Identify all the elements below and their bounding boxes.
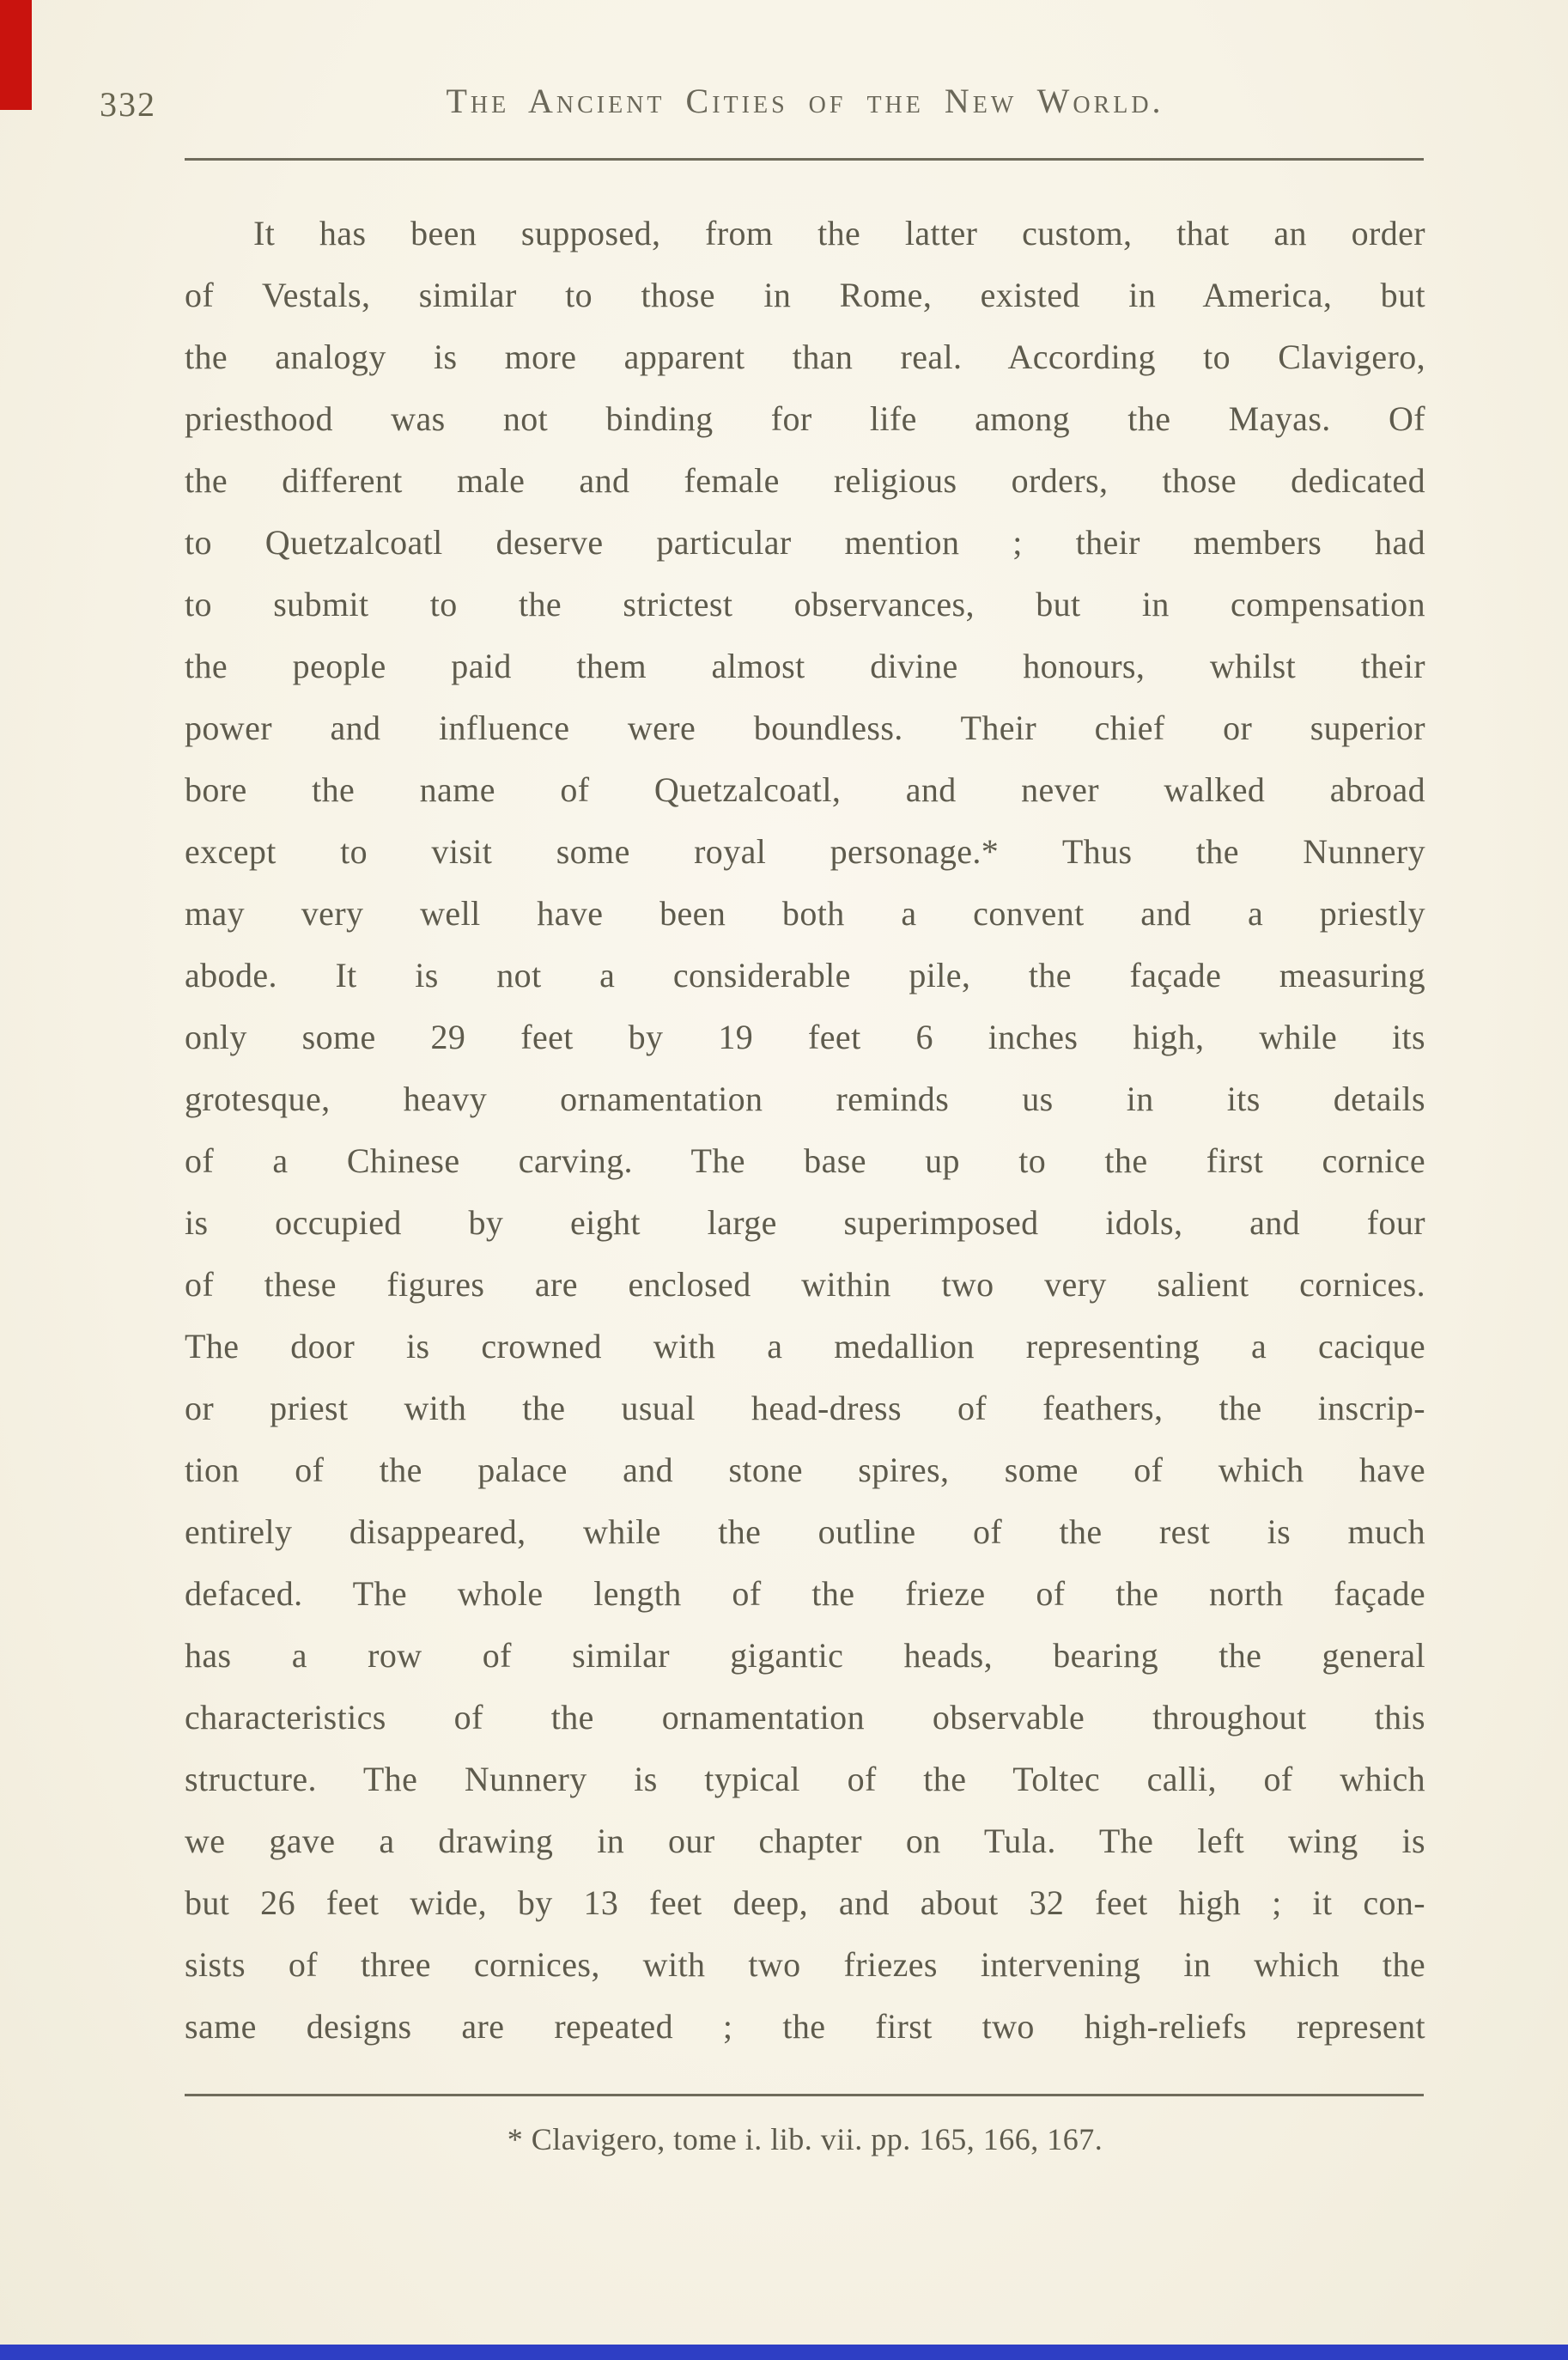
- footnote: * Clavigero, tome i. lib. vii. pp. 165, 166, 167.: [507, 2122, 1103, 2156]
- body-line: bore the name of Quetzalcoatl, and never walked abroad: [185, 770, 1425, 809]
- running-header-title: The Ancient Cities of the New World.: [446, 82, 1164, 120]
- body-line: we gave a drawing in our chapter on Tula. The left wing is: [185, 1822, 1425, 1860]
- body-line: structure. The Nunnery is typical of the Toltec calli, of which: [185, 1760, 1425, 1798]
- body-line: The door is crowned with a medallion representing a cacique: [185, 1327, 1425, 1366]
- scan-edge-blue-stripe: [0, 2345, 1568, 2360]
- body-line: same designs are repeated ; the first two high-reliefs represent: [185, 2007, 1425, 2046]
- body-line: except to visit some royal personage.* Thus the Nunnery: [185, 832, 1425, 871]
- body-line: of a Chinese carving. The base up to the first cornice: [185, 1141, 1425, 1180]
- body-line: characteristics of the ornamentation observable throughout this: [185, 1698, 1425, 1737]
- body-line: sists of three cornices, with two friezes intervening in which the: [185, 1945, 1425, 1984]
- page-number: 332: [100, 85, 156, 124]
- body-line: or priest with the usual head-dress of feathers, the inscrip-: [185, 1389, 1425, 1427]
- body-line: the analogy is more apparent than real. According to Clavigero,: [185, 338, 1425, 376]
- body-line: priesthood was not binding for life among the Mayas. Of: [185, 399, 1425, 438]
- body-line: may very well have been both a convent and a priestly: [185, 894, 1425, 933]
- body-line: is occupied by eight large superimposed idols, and four: [185, 1203, 1425, 1242]
- body-line: the people paid them almost divine honours, whilst their: [185, 647, 1425, 685]
- body-line: of these figures are enclosed within two very salient cornices.: [185, 1265, 1425, 1304]
- body-line: to submit to the strictest observances, but in compensation: [185, 585, 1425, 623]
- body-line: power and influence were boundless. Their chief or superior: [185, 709, 1425, 747]
- footnote-rule: [185, 2094, 1424, 2096]
- header-rule: [185, 158, 1424, 161]
- body-line: grotesque, heavy ornamentation reminds us in its details: [185, 1080, 1425, 1118]
- body-line: but 26 feet wide, by 13 feet deep, and about 32 feet high ; it con-: [185, 1883, 1425, 1922]
- body-line: of Vestals, similar to those in Rome, existed in America, but: [185, 276, 1425, 314]
- body-line: It has been supposed, from the latter custom, that an order: [253, 214, 1425, 252]
- body-line: entirely disappeared, while the outline of the rest is much: [185, 1512, 1425, 1551]
- body-line: to Quetzalcoatl deserve particular mention ; their members had: [185, 523, 1425, 562]
- body-line: only some 29 feet by 19 feet 6 inches high, while its: [185, 1018, 1425, 1056]
- body-line: the different male and female religious orders, those dedicated: [185, 461, 1425, 500]
- body-text: [185, 203, 1425, 2058]
- body-line: abode. It is not a considerable pile, the façade measuring: [185, 956, 1425, 994]
- body-line: tion of the palace and stone spires, some of which have: [185, 1451, 1425, 1489]
- body-line: has a row of similar gigantic heads, bearing the general: [185, 1636, 1425, 1675]
- body-line: defaced. The whole length of the frieze of the north façade: [185, 1574, 1425, 1613]
- scan-edge-red-stripe: [0, 0, 32, 110]
